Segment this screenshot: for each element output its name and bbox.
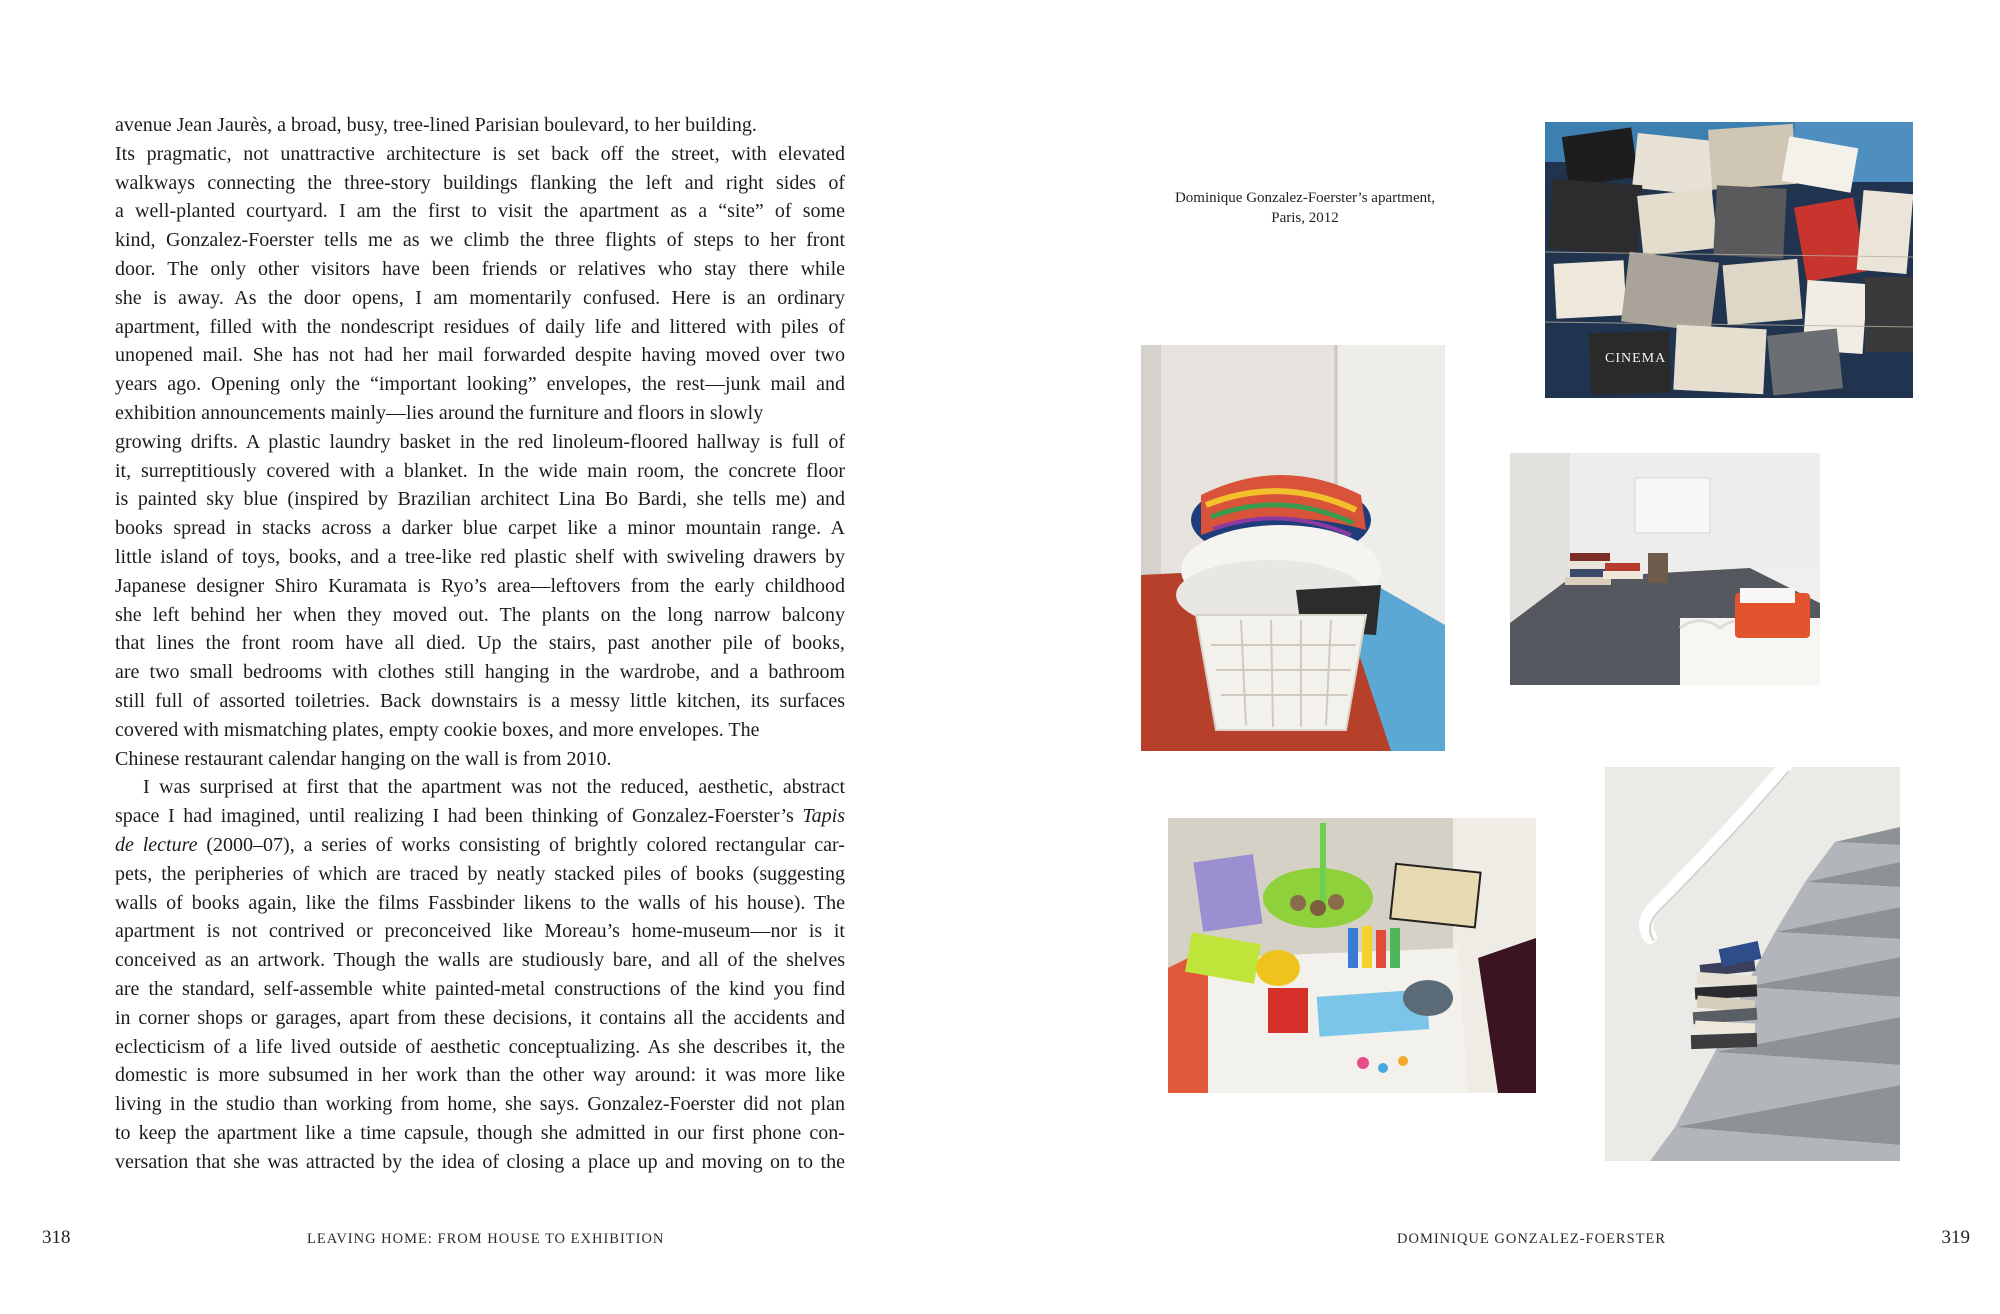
text-line: door. The only other visitors have been friends or relatives who stay there while xyxy=(115,257,845,280)
caption-line: Dominique Gonzalez-Foerster’s apartment, xyxy=(1174,190,1436,206)
text-line: kind, Gonzalez-Foerster tells me as we climb the three flights of steps to her front xyxy=(115,229,846,252)
text-line: unopened mail. She has not had her mail forwarded despite having moved over two xyxy=(115,344,845,367)
text-line: covered with mismatching plates, empty cookie boxes, and more envelopes. The xyxy=(115,718,760,741)
text-line: avenue Jean Jaurès, a broad, busy, tree-lined Parisian boulevard, to her building. xyxy=(115,114,757,136)
text-line: it, surreptitiously covered with a blanket. In the wide main room, the concrete floor xyxy=(115,459,846,482)
page-number-right: 319 xyxy=(1941,1227,1970,1248)
artwork-title-italic: Tapis xyxy=(802,805,846,828)
text-line: apartment, filled with the nondescript residues of daily life and littered with piles of xyxy=(115,315,846,338)
page-number-left: 318 xyxy=(42,1227,71,1248)
text-line: living in the studio than working from home, she says. Gonzalez-Foerster did not plan xyxy=(115,1093,846,1116)
running-head-right: DOMINIQUE GONZALEZ-FOERSTER xyxy=(1397,1231,1667,1247)
text-run: (2000–07), a series of works consisting of brightly colored rectangular car- xyxy=(197,833,845,856)
text-line: Its pragmatic, not unattractive architecture is set back off the street, with elevated xyxy=(115,142,846,165)
text-line xyxy=(115,802,850,831)
text-line: still full of assorted toiletries. Back downstairs is a messy little kitchen, its surfaces xyxy=(115,689,846,712)
text-line: Chinese restaurant calendar hanging on the wall is from 2010. xyxy=(115,747,612,770)
text-line: Japanese designer Shiro Kuramata is Ryo’s area—leftovers from the early childhood xyxy=(115,574,845,597)
text-line: little island of toys, books, and a tree-like red plastic shelf with swiveling drawers by xyxy=(115,545,845,568)
text-line: versation that she was attracted by the idea of closing a place up and moving on to the xyxy=(115,1150,845,1173)
books-pile-illustration xyxy=(1545,122,1913,398)
text-line: apartment is not contrived or preconceived like Moreau’s home-museum—nor is it xyxy=(115,920,845,943)
stairs-photo xyxy=(1605,767,1900,1161)
paragraph-start-line: I was surprised at first that the apartment was not the reduced, aesthetic, abstract xyxy=(143,776,846,799)
running-head-left: LEAVING HOME: FROM HOUSE TO EXHIBITION xyxy=(307,1231,665,1247)
text-line: books spread in stacks across a darker blue carpet like a minor mountain range. A xyxy=(115,517,845,540)
text-line: in corner shops or garages, apart from these decisions, it contains all the accidents and xyxy=(115,1006,845,1029)
text-line: are the standard, self-assemble white painted-metal constructions of the kind you find xyxy=(115,977,846,1000)
text-line: years ago. Opening only the “important looking” envelopes, the rest—junk mail and xyxy=(115,373,845,396)
stairs-illustration xyxy=(1605,767,1900,1161)
text-line: domestic is more subsumed in her work than the other way around: it was more like xyxy=(115,1064,846,1087)
artwork-title-italic: de lecture xyxy=(115,833,198,856)
text-line: walkways connecting the three-story buildings flanking the left and right sides of xyxy=(115,171,846,194)
bedroom-photo xyxy=(1510,453,1820,685)
text-run: space I had imagined, until realizing I had been thinking of Gonzalez-Foerster’s xyxy=(115,805,803,828)
text-line: eclecticism of a life lived outside of aesthetic conceptualizing. As she describes it, the xyxy=(115,1035,845,1058)
text-line: a well-planted courtyard. I am the first to visit the apartment as a “site” of some xyxy=(115,200,845,223)
text-line xyxy=(115,831,850,860)
cinema-book-title: CINEMA xyxy=(1605,351,1667,366)
text-line: she is away. As the door opens, I am momentarily confused. Here is an ordinary xyxy=(115,286,845,309)
text-line: exhibition announcements mainly—lies around the furniture and floors in slowly xyxy=(115,401,764,424)
text-line: walls of books again, like the films Fassbinder likens to the walls of his house). The xyxy=(115,891,846,914)
caption-line: Paris, 2012 xyxy=(1271,210,1339,226)
text-line: pets, the peripheries of which are traced by neatly stacked piles of books (suggesting xyxy=(115,862,845,885)
text-line: growing drifts. A plastic laundry basket in the red linoleum-floored hallway is full of xyxy=(115,430,846,453)
text-line: is painted sky blue (inspired by Brazilian architect Lina Bo Bardi, she tells me) and xyxy=(115,488,846,511)
text-line: to keep the apartment like a time capsule, though she admitted in our first phone con- xyxy=(115,1121,845,1144)
text-line: are two small bedrooms with clothes still hanging in the wardrobe, and a bathroom xyxy=(115,661,846,684)
text-line: that lines the front room have all died. Up the stairs, past another pile of books, xyxy=(115,632,845,655)
text-line: conceived as an artwork. Though the walls are studiously bare, and all of the shelves xyxy=(115,949,845,972)
body-text xyxy=(115,111,850,1176)
right-page xyxy=(1000,0,2000,1314)
laundry-basket-photo xyxy=(1141,345,1445,751)
toys-table-photo xyxy=(1168,818,1536,1093)
bedroom-illustration xyxy=(1510,453,1820,685)
toys-table-illustration xyxy=(1168,818,1536,1093)
photo-caption xyxy=(1140,188,1470,228)
books-pile-photo xyxy=(1545,122,1913,398)
text-line: she left behind her when they moved out. The plants on the long narrow balcony xyxy=(115,603,846,626)
laundry-basket-illustration xyxy=(1141,345,1445,751)
